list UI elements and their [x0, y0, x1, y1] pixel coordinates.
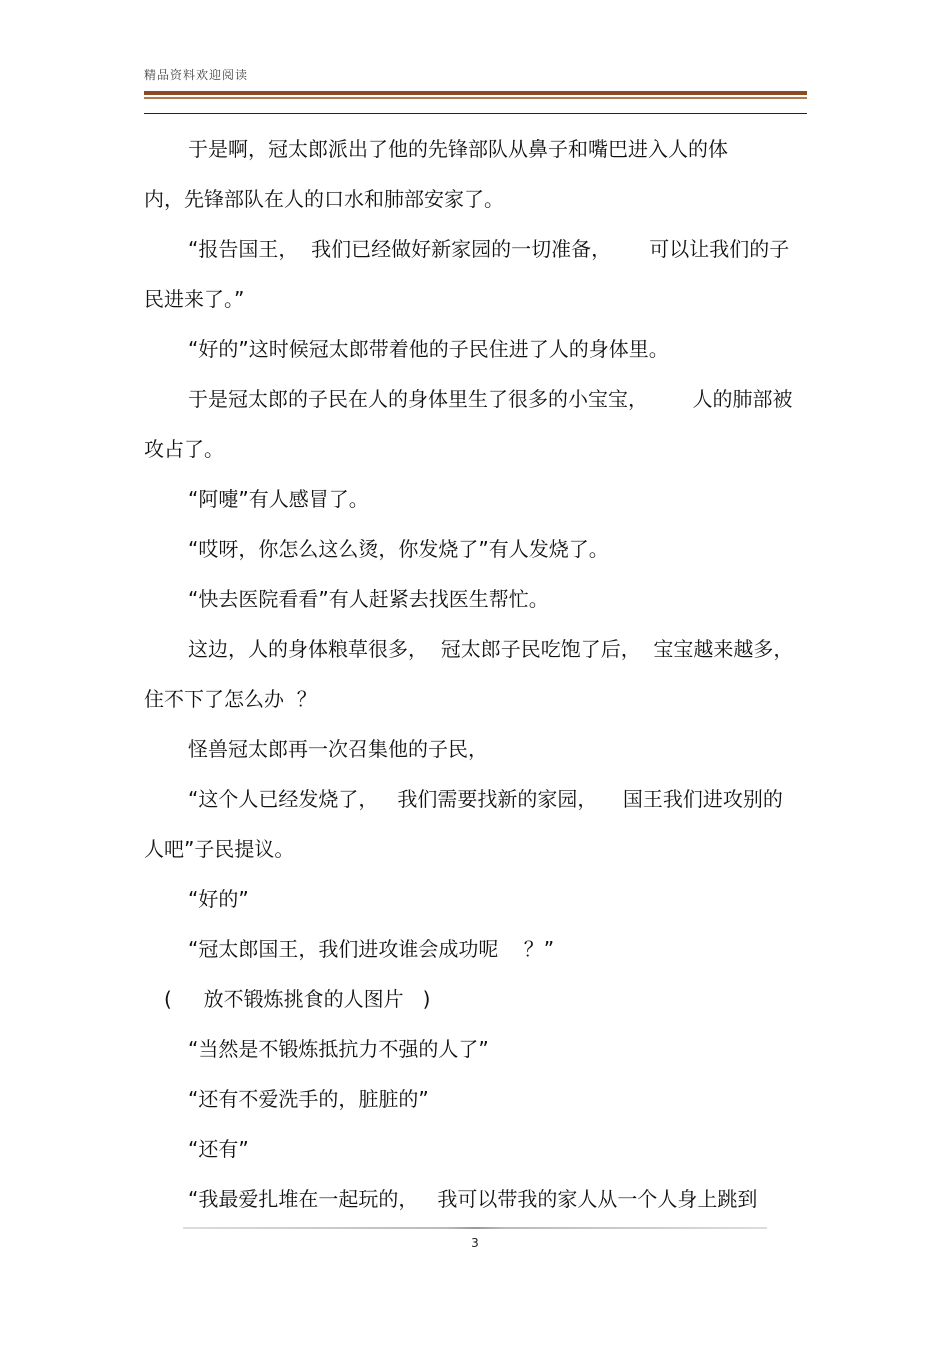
text-line: 内，先锋部队在人的口水和肺部安家了。 — [144, 187, 504, 211]
text-line: 这边，人的身体粮草很多， 冠太郎子民吃饱了后， 宝宝越来越多， — [188, 637, 794, 661]
text-line: 人吧”子民提议。 — [144, 837, 295, 861]
text-line: “哎呀，你怎么这么烫，你发烧了”有人发烧了。 — [188, 537, 609, 561]
text-line: 住不下了怎么办 ？ — [144, 687, 317, 711]
text-line: “好的” — [188, 887, 249, 911]
text-line: “快去医院看看”有人赶紧去找医生帮忙。 — [188, 587, 549, 611]
text-line: “还有不爱洗手的，脏脏的” — [188, 1087, 429, 1111]
page-number: 3 — [471, 1236, 479, 1250]
text-line: “这个人已经发烧了， 我们需要找新的家园， 国王我们进攻别的 — [188, 787, 783, 811]
document-body — [144, 124, 807, 1224]
footer-divider — [183, 1227, 767, 1229]
text-line: “好的”这时候冠太郎带着他的子民住进了人的身体里。 — [188, 337, 669, 361]
header-title: 精品资料欢迎阅读 — [144, 68, 249, 82]
text-line: ( 放不锻炼挑食的人图片 ) — [164, 987, 431, 1011]
header-divider-mid — [144, 97, 807, 99]
text-line: “还有” — [188, 1137, 249, 1161]
text-line: “报告国王， 我们已经做好新家园的一切准备， 可以让我们的子 — [188, 237, 790, 261]
text-line: “当然是不锻炼抵抗力不强的人了” — [188, 1037, 489, 1061]
text-line: “我最爱扎堆在一起玩的， 我可以带我的家人从一个人身上跳到 — [188, 1187, 758, 1211]
text-line: 攻占了。 — [144, 437, 224, 461]
text-line: “阿嚏”有人感冒了。 — [188, 487, 369, 511]
text-line: “冠太郎国王，我们进攻谁会成功呢 ？” — [188, 937, 555, 961]
text-line: 怪兽冠太郎再一次召集他的子民， — [188, 737, 488, 761]
text-line: 民进来了。” — [144, 287, 245, 311]
text-line: 于是啊，冠太郎派出了他的先锋部队从鼻子和嘴巴进入人的体 — [188, 137, 728, 161]
text-line: 于是冠太郎的子民在人的身体里生了很多的小宝宝， 人的肺部被 — [188, 387, 793, 411]
header-divider-thick — [144, 91, 807, 95]
header-divider-thin — [144, 113, 807, 114]
